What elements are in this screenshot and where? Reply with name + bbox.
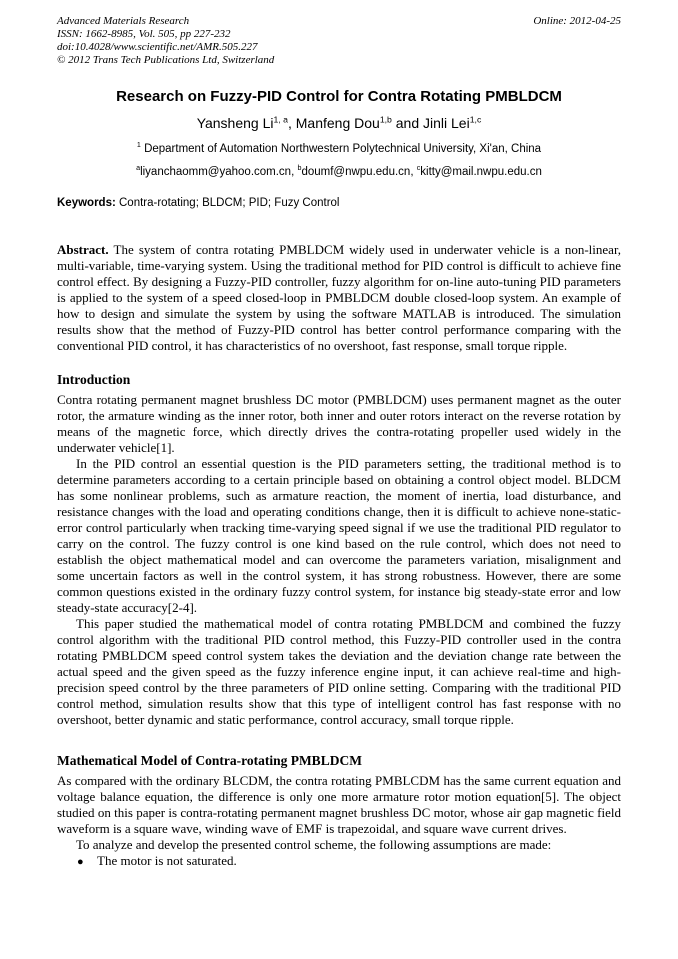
author-name: Manfeng Dou bbox=[295, 115, 380, 131]
affiliation-line bbox=[57, 142, 621, 156]
paper-title: Research on Fuzzy-PID Control for Contra Rotating PMBLDCM bbox=[116, 88, 562, 105]
author-name: Yansheng Li bbox=[196, 115, 274, 131]
email-mark: b bbox=[297, 164, 302, 173]
paragraph: As compared with the ordinary BLCDM, the contra rotating PMBLCDM has the same current equation and voltage balance equation, the difference is only one more armature rotor motion equation[5]. The object studied on this paper is contra-rotating permanent magnet brushless DC motor, whose air gap magnetic field waveform is a square wave, winding wave of EMF is trapezoidal, and square wave current drives. bbox=[57, 773, 621, 836]
keywords-text: Contra-rotating; BLDCM; PID; Fuzy Control bbox=[119, 197, 340, 209]
issn-line: ISSN: 1662-8985, Vol. 505, pp 227-232 bbox=[57, 28, 231, 40]
abstract-text: The system of contra rotating PMBLDCM widely used in underwater vehicle is a non-linear, multi-variable, time-varying system. Using the traditional method for PID control is difficult to achieve fine control effect. By designing a Fuzzy-PID controller, fuzzy algorithm for on-line auto-tuning PID parameters is applied to the system of a speed closed-loop in PMBLDCM double closed-loop system. An example of how to design and simulate the system by using the software MATLAB is introduced. The simulation results show that the method of Fuzzy-PID control has better control performance comparing with the conventional PID control, it has characteristics of no overshoot, fast response, small torque ripple. bbox=[57, 242, 622, 353]
author-affiliation-mark: 1,c bbox=[469, 114, 482, 125]
doi-line: doi:10.4028/www.scientific.net/AMR.505.227 bbox=[57, 41, 258, 53]
email-mark: c bbox=[416, 164, 421, 173]
section-heading-mathematical-model: Mathematical Model of Contra-rotating PMBLDCM bbox=[57, 753, 362, 768]
author-separator: , bbox=[287, 115, 296, 131]
author-separator: and bbox=[391, 115, 424, 131]
copyright-line: © 2012 Trans Tech Publications Ltd, Switzerland bbox=[57, 54, 275, 66]
section-heading-introduction: Introduction bbox=[57, 372, 131, 387]
bullet-item bbox=[57, 853, 621, 870]
email-separator: , bbox=[291, 166, 298, 178]
paragraph: In the PID control an essential question is the PID parameters setting, the traditional method is to determine parameters according to a certain principle based on obtaining a control object model. BLDCM has some nonlinear problems, such as armature reaction, the moment of inertia, load disturbance, and resistance changes with the load and operating conditions change, then it is difficult to achieve none-static-error control particularly when tracking time-varying speed signal if we use the traditional PID regulator to carry on the control. The fuzzy control is one kind based on the rule control, which does not need to establish the object mathematical model and can overcome the parameters variation, misalignment and some uncertain factors as well in the control system, it has strong robustness. However, there are some common questions existed in the ordinary fuzzy control system, for instance big steady-state error and low steady-state accuracy[2-4]. bbox=[57, 456, 621, 615]
email-address: liyanchaomm@yahoo.com.cn bbox=[140, 166, 292, 178]
email-separator: , bbox=[410, 166, 417, 178]
paragraph: This paper studied the mathematical model of contra rotating PMBLDCM and combined the fuzzy control algorithm with the traditional PID control method, this Fuzzy-PID controller used in the contra rotating PMBLDCM speed control system takes the deviation and the deviation change rate between the actual speed and the given speed as the fuzzy inference engine input, it can achieve real-time and high-precision speed control by the three parameters of PID online setting. Comparing with the traditional PID control method, simulation results show that this type of intelligent control has fast response with no overshoot, better dynamic and static performance, control accuracy, small torque ripple. bbox=[57, 616, 621, 727]
author-affiliation-mark: 1, a bbox=[273, 114, 288, 125]
bullet-icon: ● bbox=[77, 856, 84, 868]
bullet-text: The motor is not saturated. bbox=[97, 853, 237, 868]
journal-masthead bbox=[57, 15, 621, 67]
paragraph: To analyze and develop the presented control scheme, the following assumptions are made: bbox=[76, 837, 552, 852]
email-address: kitty@mail.nwpu.edu.cn bbox=[420, 166, 542, 178]
author-name: Jinli Lei bbox=[423, 115, 470, 131]
masthead-left bbox=[57, 15, 274, 67]
email-address: doumf@nwpu.edu.cn bbox=[301, 166, 411, 178]
authors-line bbox=[57, 114, 621, 132]
emails-line bbox=[57, 165, 621, 179]
email-mark: a bbox=[136, 164, 141, 173]
author-affiliation-mark: 1,b bbox=[379, 114, 392, 125]
paragraph: Contra rotating permanent magnet brushless DC motor (PMBLDCM) uses permanent magnet as the outer rotor, the armature winding as the inner rotor, both inner and outer rotors interact on the reverse rotation by means of the magnetic force, which directly drives the contra-rotating propeller used widely in the underwater vehicle[1]. bbox=[57, 392, 621, 455]
abstract-label: Abstract. bbox=[57, 242, 109, 257]
online-date: Online: 2012-04-25 bbox=[533, 15, 621, 27]
abstract-paragraph bbox=[57, 242, 621, 354]
affiliation-text: Department of Automation Northwestern Polytechnical University, Xi'an, China bbox=[140, 143, 542, 155]
keywords-line bbox=[57, 196, 621, 210]
keywords-label: Keywords: bbox=[57, 197, 116, 209]
journal-name: Advanced Materials Research bbox=[57, 15, 190, 27]
affiliation-mark: 1 bbox=[136, 141, 141, 150]
